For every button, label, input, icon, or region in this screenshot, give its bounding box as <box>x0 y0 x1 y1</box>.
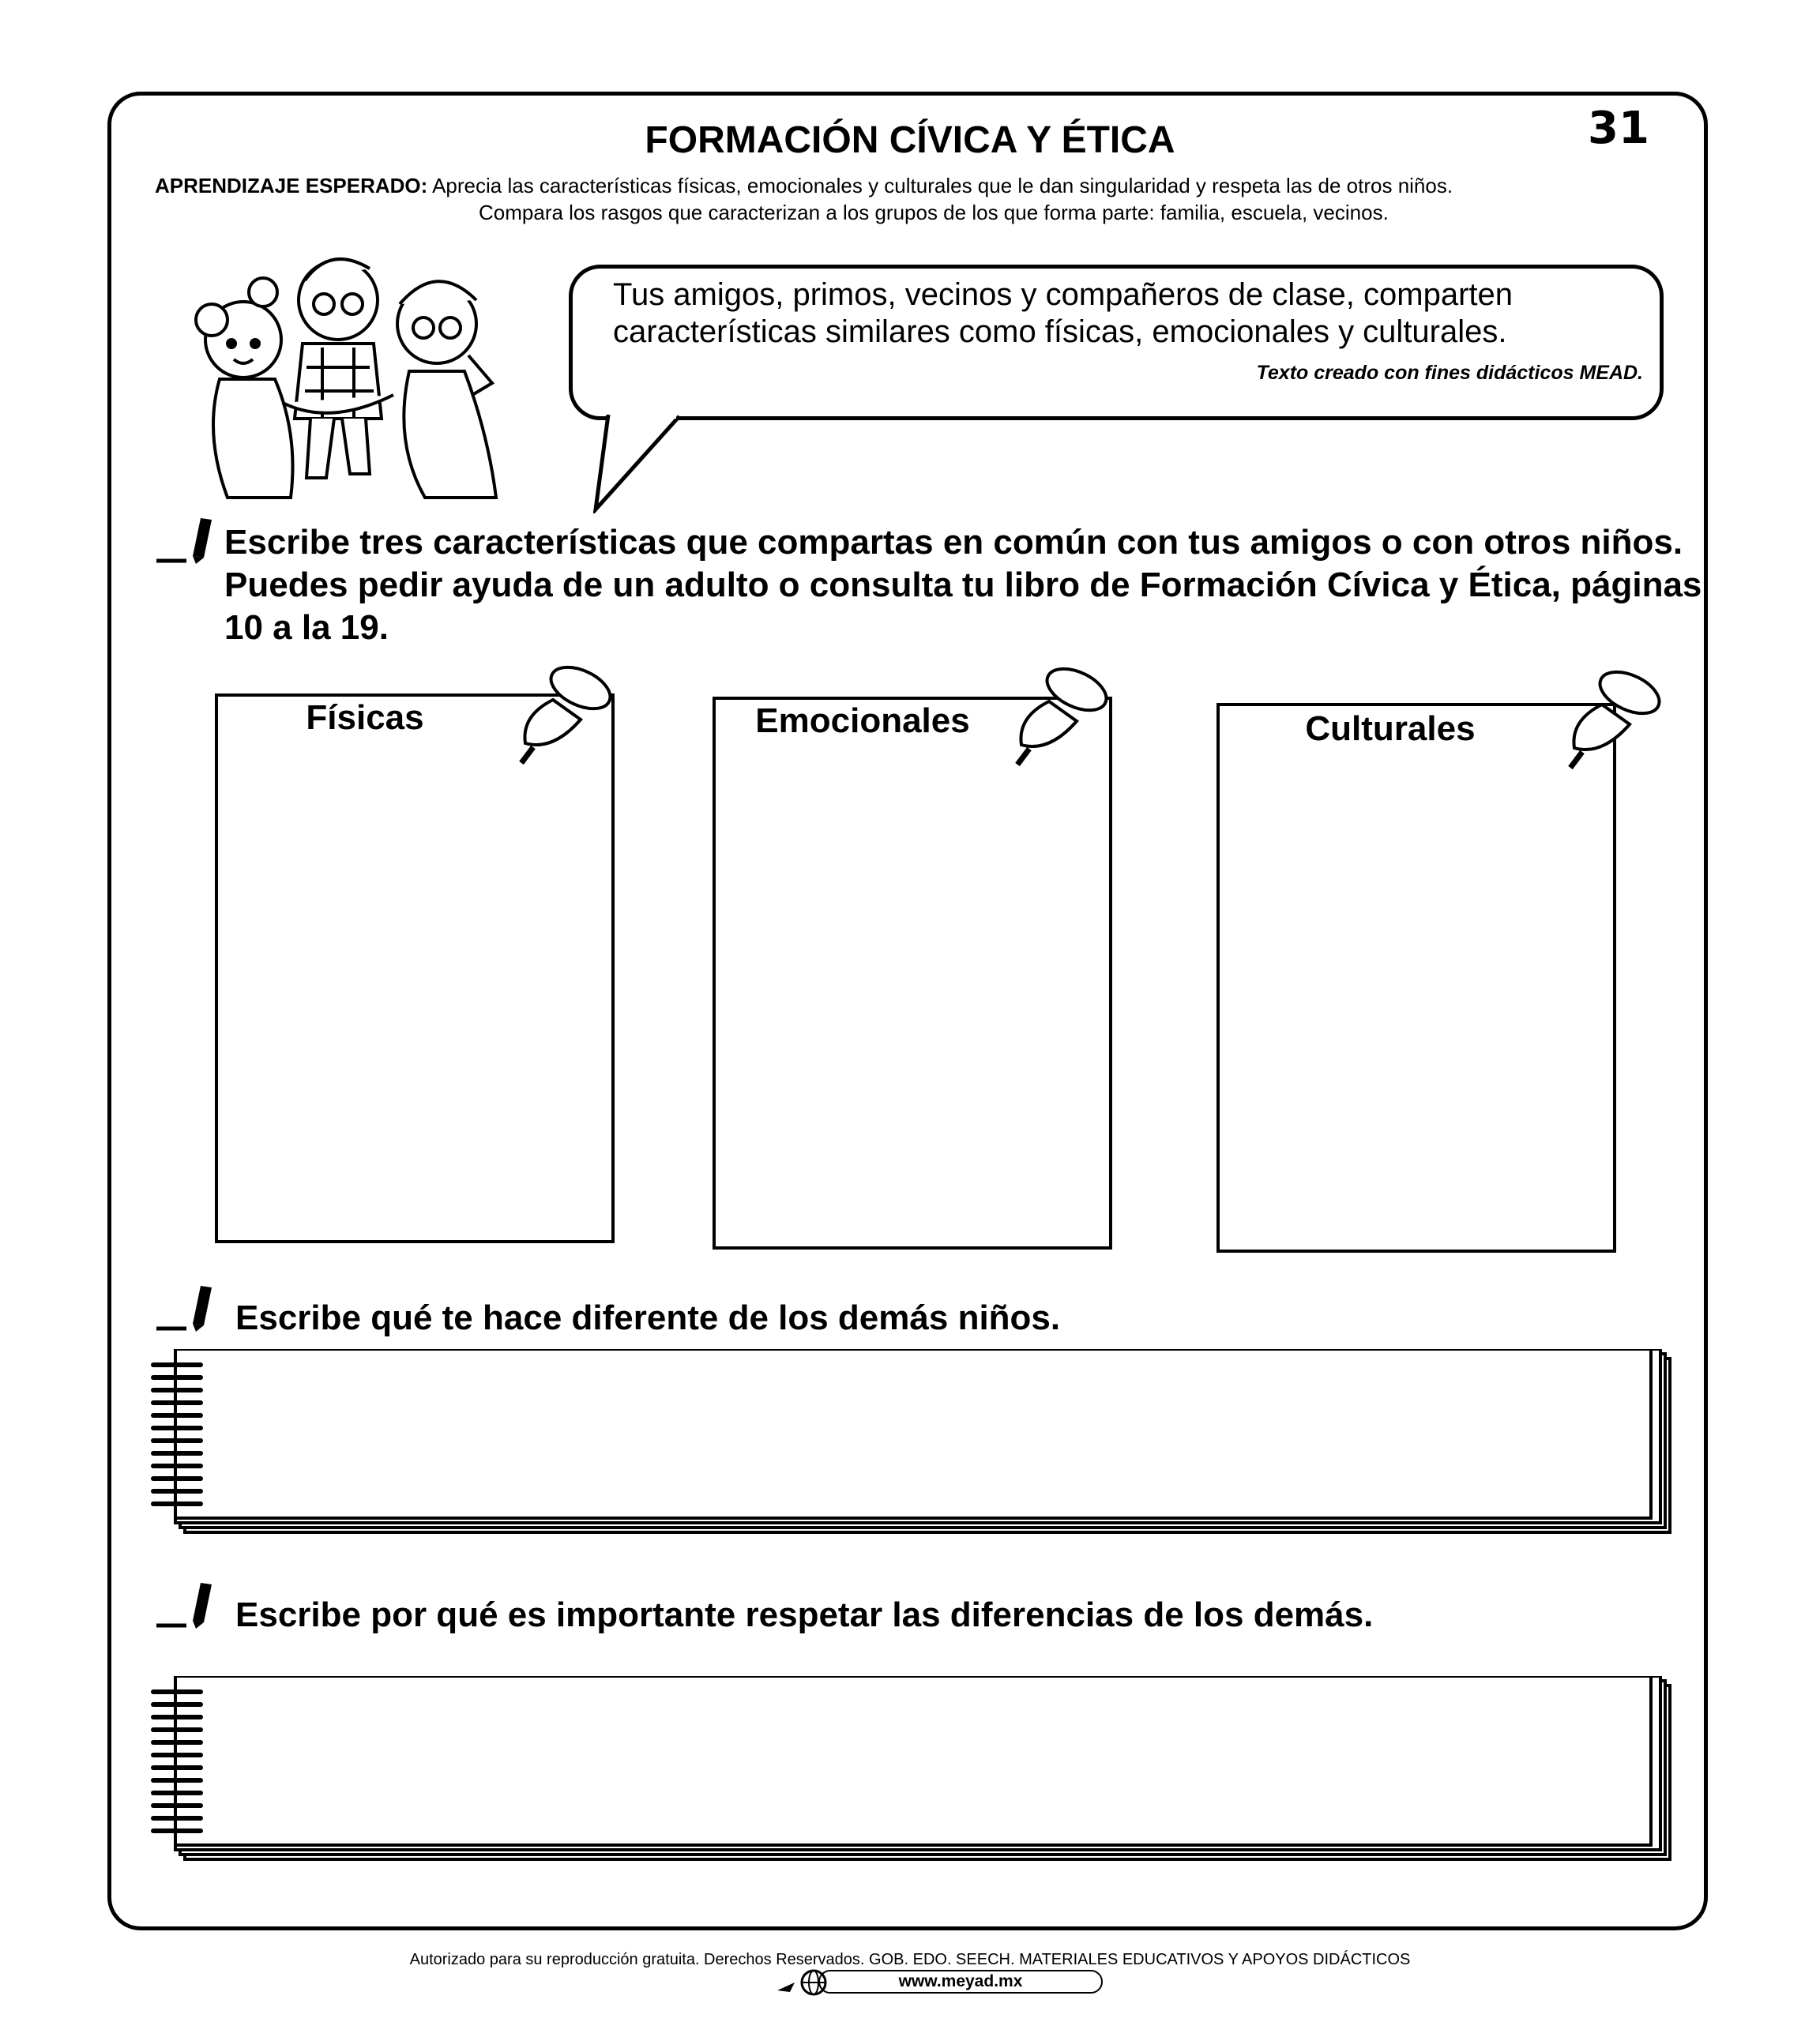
footer-copyright: Autorizado para su reproducción gratuita. Derechos Reservados. GOB. EDO. SEECH. MATERIALES EDUCATIVOS Y APOYOS DIDÁCTICOS <box>409 1951 1411 1968</box>
speech-bubble-tail <box>592 415 687 513</box>
learning-objective <box>155 172 1453 226</box>
box-emocionales-label: Emocionales <box>755 701 970 740</box>
page-title: FORMACIÓN CÍVICA Y ÉTICA <box>645 119 1175 161</box>
notebook-answer-area-1[interactable] <box>150 1349 1679 1539</box>
activity-3-instruction: Escribe por qué es importante respetar las diferencias de los demás. <box>235 1595 1374 1634</box>
speech-bubble-credit: Texto creado con fines didácticos MEAD. <box>1256 362 1643 384</box>
pencil-icon <box>155 1280 218 1335</box>
pencil-icon <box>155 512 218 567</box>
box-culturales-label: Culturales <box>1305 709 1476 748</box>
objective-line-1: Aprecia las características físicas, emocionales y culturales que le dan singularidad y respeta las de otros niños. <box>432 174 1453 197</box>
objective-line-2: Compara los rasgos que caracterizan a los grupos de los que forma parte: familia, escuela, vecinos. <box>479 201 1389 224</box>
speech-bubble-text: Tus amigos, primos, vecinos y compañeros de clase, comparten características similares como físicas, emocionales y culturales. <box>613 277 1514 349</box>
pushpin-icon <box>1002 654 1120 772</box>
pencil-icon <box>155 1577 218 1632</box>
footer-url[interactable]: www.meyad.mx <box>818 1970 1103 1994</box>
notebook-answer-area-2[interactable] <box>150 1676 1679 1866</box>
objective-label: APRENDIZAJE ESPERADO: <box>155 174 428 197</box>
pushpin-icon <box>1555 657 1673 776</box>
activity-2-instruction: Escribe qué te hace diferente de los demás niños. <box>235 1299 1061 1337</box>
pushpin-icon <box>506 652 624 771</box>
children-illustration <box>172 237 504 506</box>
box-culturales[interactable] <box>1216 703 1616 1253</box>
activity-1-instruction: Escribe tres características que compartas en común con tus amigos o con otros niños. Puedes pedir ayuda de un adulto o consulta tu libro de Formación Cívica y Ética, páginas 10 a la 19. <box>224 523 1702 647</box>
box-fisicas[interactable] <box>215 693 615 1243</box>
page-number: 31 <box>1588 103 1649 154</box>
box-fisicas-label: Físicas <box>306 698 424 737</box>
box-emocionales[interactable] <box>713 697 1112 1250</box>
